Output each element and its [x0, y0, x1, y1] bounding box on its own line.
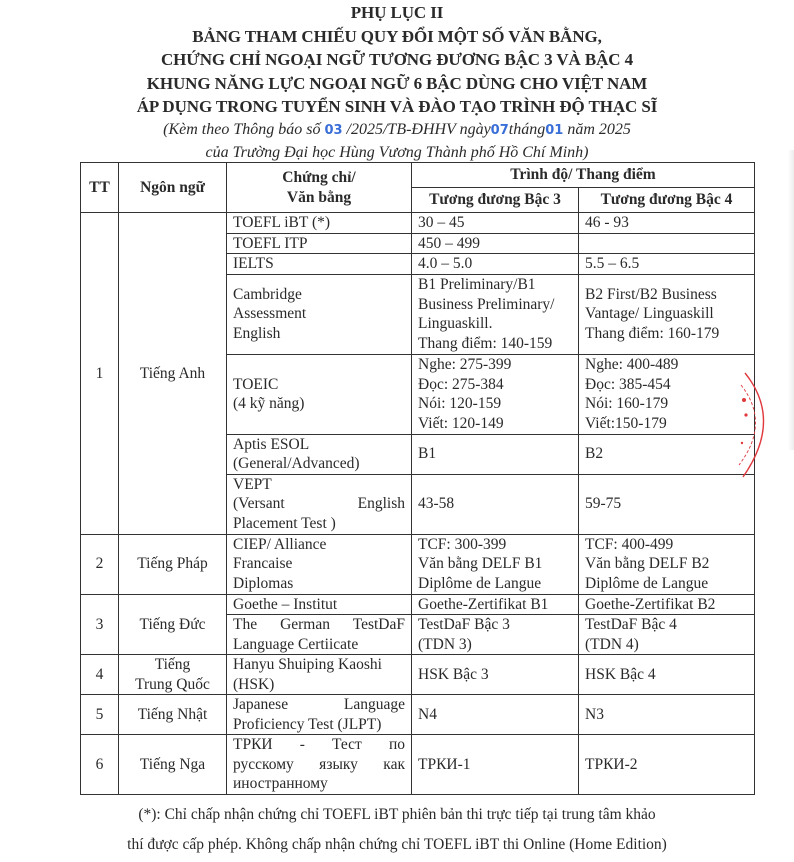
cell-level3: Goethe-Zertifikat B1 — [412, 594, 579, 615]
cell-language: Tiếng Pháp — [119, 534, 227, 594]
appendix-label: PHỤ LỤC II — [350, 3, 444, 22]
cell-line: ТРКИ - Тест по — [233, 736, 405, 754]
cell-tt: 5 — [81, 695, 119, 735]
cell-level4: 46 - 93 — [579, 213, 755, 234]
cell-certificate: Hanyu Shuiping Kaoshi (HSK) — [227, 655, 412, 695]
cell-level3: HSK Bậc 3 — [412, 655, 579, 695]
header-language: Ngôn ngữ — [119, 163, 227, 213]
cell-line: Language Certiicate — [233, 635, 359, 653]
cell-level3: Nghe: 275-399 Đọc: 275-384 Nói: 120-159 Viết: 120-149 — [412, 354, 579, 434]
cell-level4: B2 First/B2 Business Vantage/ Linguaskill Thang điểm: 160-179 — [579, 274, 755, 354]
cell-certificate — [227, 474, 412, 534]
header-tt: TT — [81, 163, 119, 213]
cell-level3: B1 — [412, 434, 579, 474]
cell-tt: 2 — [81, 534, 119, 594]
handwritten-number: 03 — [324, 122, 343, 138]
header-certificate: Chứng chỉ/ Văn bằng — [227, 163, 412, 213]
cell-level4: 59-75 — [579, 474, 755, 534]
cell-certificate: Goethe – Institut — [227, 594, 412, 615]
subtitle-month-label: tháng — [508, 120, 546, 138]
cell-language: Tiếng Nhật — [119, 695, 227, 735]
cell-level3: ТРКИ-1 — [412, 735, 579, 795]
cell-tt: 1 — [81, 213, 119, 535]
cell-level4: 5.5 – 6.5 — [579, 254, 755, 275]
equivalence-table — [80, 162, 755, 795]
footnote-line-1: (*): Chỉ chấp nhận chứng chỉ TOEFL iBT phiên bản thi trực tiếp tại trung tâm khảo — [138, 806, 656, 823]
header-level4: Tương đương Bậc 4 — [579, 188, 755, 213]
cell-level4: TCF: 400-499 Văn bằng DELF B2 Diplôme de Langue — [579, 534, 755, 594]
document-header — [0, 0, 794, 164]
subtitle-suffix: năm 2025 — [567, 120, 631, 138]
stamp-outer-arc — [743, 373, 764, 477]
cell-level3: 4.0 – 5.0 — [412, 254, 579, 275]
table-row — [81, 735, 755, 795]
cell-level3: N4 — [412, 695, 579, 735]
cell-level4: ТРКИ-2 — [579, 735, 755, 795]
cell-certificate: IELTS — [227, 254, 412, 275]
handwritten-month: 01 — [545, 122, 564, 138]
subtitle-mid: /2025/TB-ĐHHV ngày — [346, 120, 491, 138]
handwritten-day: 07 — [490, 122, 509, 138]
cell-language: Tiếng Trung Quốc — [119, 655, 227, 695]
subtitle-line-1 — [0, 119, 794, 142]
cell-level3: 43-58 — [412, 474, 579, 534]
subtitle-prefix: (Kèm theo Thông báo số — [163, 120, 321, 138]
title-line-1: BẢNG THAM CHIẾU QUY ĐỔI MỘT SỐ VĂN BẰNG, — [192, 26, 602, 46]
cell-line: VEPT — [233, 475, 272, 493]
cell-level4: Nghe: 400-489 Đọc: 385-454 Nói: 160-179 Viết:150-179 — [579, 354, 755, 434]
stamp-inner-arc — [739, 385, 756, 465]
header-level-group: Trình độ/ Thang điểm — [412, 163, 755, 188]
table-row — [81, 534, 755, 594]
cell-certificate — [227, 695, 412, 735]
stamp-mark — [744, 413, 747, 416]
cell-certificate: TOEFL ITP — [227, 233, 412, 254]
cell-line: иностранному — [233, 775, 328, 793]
cell-level3: B1 Preliminary/B1 Business Preliminary/ Linguaskill. Thang điểm: 140-159 — [412, 274, 579, 354]
cell-certificate: TOEIC (4 kỹ năng) — [227, 354, 412, 434]
cell-level4 — [579, 233, 755, 254]
subtitle-line-2: của Trường Đại học Hùng Vương Thành phố Hồ Chí Minh) — [205, 143, 589, 161]
cell-level4: N3 — [579, 695, 755, 735]
title-line-2: CHỨNG CHỈ NGOẠI NGỮ TƯƠNG ĐƯƠNG BẬC 3 VÀ BẬC 4 — [160, 50, 634, 69]
footnote-line-2: thí được cấp phép. Không chấp nhận chứng chỉ TOEFL iBT thi Online (Home Edition) — [127, 836, 667, 853]
table-body — [81, 213, 755, 795]
cell-tt: 4 — [81, 655, 119, 695]
table-row — [81, 655, 755, 695]
cell-certificate: TOEFL iBT (*) — [227, 213, 412, 234]
cell-level3: TCF: 300-399 Văn bằng DELF B1 Diplôme de Langue — [412, 534, 579, 594]
cell-level4: TestDaF Bậc 4 (TDN 4) — [579, 615, 755, 655]
cell-level3: 30 – 45 — [412, 213, 579, 234]
cell-certificate: CIEP/ Alliance Francaise Diplomas — [227, 534, 412, 594]
cell-line: Japanese Language — [233, 696, 405, 713]
table-row — [81, 213, 755, 234]
table-row — [81, 594, 755, 615]
official-stamp-icon — [735, 365, 794, 485]
title-line-3: KHUNG NĂNG LỰC NGOẠI NGỮ 6 BẬC DÙNG CHO VIỆT NAM — [146, 73, 648, 93]
cell-level4: Goethe-Zertifikat B2 — [579, 594, 755, 615]
stamp-mark — [742, 398, 746, 402]
cell-language: Tiếng Anh — [119, 213, 227, 535]
cell-line: русскому языку как — [233, 755, 405, 773]
cell-language: Tiếng Đức — [119, 594, 227, 655]
cell-line: Placement Test ) — [233, 514, 336, 532]
cell-tt: 6 — [81, 735, 119, 795]
title-line-4: ÁP DỤNG TRONG TUYỂN SINH VÀ ĐÀO TẠO TRÌNH ĐỘ THẠC SĨ — [136, 97, 658, 116]
header-level3: Tương đương Bậc 3 — [412, 188, 579, 213]
cell-level3: 450 – 499 — [412, 233, 579, 254]
cell-certificate — [227, 735, 412, 795]
cell-tt: 3 — [81, 594, 119, 655]
cell-line: (Versant English — [233, 495, 405, 513]
cell-certificate: Aptis ESOL (General/Advanced) — [227, 434, 412, 474]
cell-line: The German TestDaF — [233, 616, 405, 633]
cell-certificate: Cambridge Assessment English — [227, 274, 412, 354]
stamp-mark — [741, 442, 743, 444]
cell-certificate — [227, 615, 412, 655]
cell-level4: HSK Bậc 4 — [579, 655, 755, 695]
cell-language: Tiếng Nga — [119, 735, 227, 795]
table-row — [81, 695, 755, 735]
cell-level3: TestDaF Bậc 3 (TDN 3) — [412, 615, 579, 655]
cell-line: Proficiency Test (JLPT) — [233, 715, 382, 733]
cell-level4: B2 — [579, 434, 755, 474]
